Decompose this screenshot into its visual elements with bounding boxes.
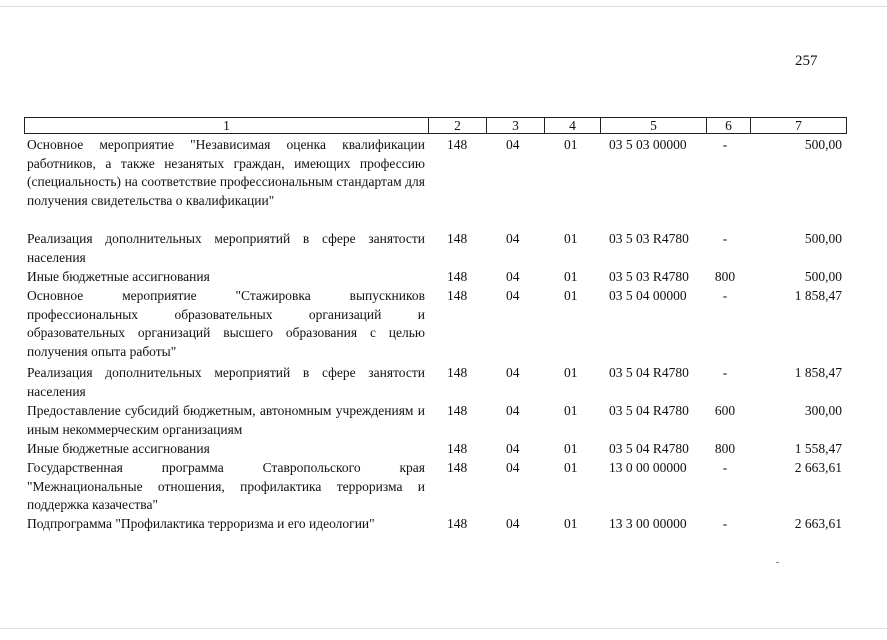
row-ministry-code: 148 xyxy=(447,403,468,418)
row-target-article: 03 5 03 00000 xyxy=(609,137,687,152)
row-target-article: 03 5 03 R4780 xyxy=(609,269,689,284)
row-target-article: 13 0 00 00000 xyxy=(609,460,687,475)
column-header-4: 4 xyxy=(545,118,601,134)
row-description: Иные бюджетные ассигнования xyxy=(27,269,210,284)
column-header-table xyxy=(24,117,847,134)
row-section-code: 04 xyxy=(506,231,520,246)
row-description: Основное мероприятие "Стажировка выпускников профессиональных образовательных организаций и образовательных организаций высшего образования с целью получения опыта работы" xyxy=(27,288,425,359)
row-expense-type: 800 xyxy=(714,441,736,456)
row-expense-type: - xyxy=(722,516,728,531)
row-section-code: 04 xyxy=(506,516,520,531)
row-description: Основное мероприятие "Независимая оценка квалификации работников, а также незанятых граждан, имеющих профессию (специальность) на соответствие профессиональным стандартам для получения свидетельства о квалификации" xyxy=(27,137,425,208)
row-description: Государственная программа Ставропольского края "Межнациональные отношения, профилактика терроризма и поддержка казачества" xyxy=(27,460,425,512)
column-header-2: 2 xyxy=(429,118,487,134)
row-amount: 500,00 xyxy=(804,269,842,284)
row-section-code: 04 xyxy=(506,460,520,475)
row-amount: 1 858,47 xyxy=(794,365,842,380)
row-target-article: 13 3 00 00000 xyxy=(609,516,687,531)
row-amount: 500,00 xyxy=(804,137,842,152)
row-expense-type: - xyxy=(722,137,728,152)
row-description: Реализация дополнительных мероприятий в сфере занятости населения xyxy=(27,231,425,265)
row-ministry-code: 148 xyxy=(447,516,468,531)
row-ministry-code: 148 xyxy=(447,441,468,456)
column-header-6: 6 xyxy=(707,118,751,134)
row-ministry-code: 148 xyxy=(447,269,468,284)
row-subsection-code: 01 xyxy=(564,137,578,152)
row-description: Подпрограмма "Профилактика терроризма и его идеологии" xyxy=(27,516,375,531)
row-amount: 2 663,61 xyxy=(794,516,842,531)
scan-top-edge xyxy=(0,6,887,7)
row-target-article: 03 5 04 R4780 xyxy=(609,365,689,380)
scan-speck xyxy=(776,562,779,563)
row-target-article: 03 5 04 R4780 xyxy=(609,441,689,456)
row-amount: 1 858,47 xyxy=(794,288,842,303)
row-ministry-code: 148 xyxy=(447,288,468,303)
row-section-code: 04 xyxy=(506,403,520,418)
row-subsection-code: 01 xyxy=(564,441,578,456)
row-target-article: 03 5 03 R4780 xyxy=(609,231,689,246)
row-expense-type: - xyxy=(722,460,728,475)
column-header-7: 7 xyxy=(751,118,847,134)
column-header-3: 3 xyxy=(487,118,545,134)
row-ministry-code: 148 xyxy=(447,365,468,380)
row-ministry-code: 148 xyxy=(447,460,468,475)
row-description: Предоставление субсидий бюджетным, автономным учреждениям и иным некоммерческим организациям xyxy=(27,403,425,437)
row-expense-type: - xyxy=(722,365,728,380)
row-section-code: 04 xyxy=(506,137,520,152)
scan-bottom-edge xyxy=(0,628,887,629)
row-ministry-code: 148 xyxy=(447,137,468,152)
row-amount: 300,00 xyxy=(804,403,842,418)
row-expense-type: 800 xyxy=(714,269,736,284)
row-expense-type: 600 xyxy=(714,403,736,418)
row-section-code: 04 xyxy=(506,269,520,284)
column-header-1: 1 xyxy=(25,118,429,134)
row-ministry-code: 148 xyxy=(447,231,468,246)
row-amount: 500,00 xyxy=(804,231,842,246)
row-amount: 1 558,47 xyxy=(794,441,842,456)
row-description: Иные бюджетные ассигнования xyxy=(27,441,210,456)
row-expense-type: - xyxy=(722,288,728,303)
column-header-5: 5 xyxy=(601,118,707,134)
row-subsection-code: 01 xyxy=(564,231,578,246)
row-target-article: 03 5 04 R4780 xyxy=(609,403,689,418)
row-target-article: 03 5 04 00000 xyxy=(609,288,687,303)
row-subsection-code: 01 xyxy=(564,365,578,380)
column-header-row xyxy=(25,118,847,134)
row-subsection-code: 01 xyxy=(564,269,578,284)
row-expense-type: - xyxy=(722,231,728,246)
row-section-code: 04 xyxy=(506,288,520,303)
row-description: Реализация дополнительных мероприятий в сфере занятости населения xyxy=(27,365,425,399)
row-section-code: 04 xyxy=(506,441,520,456)
row-subsection-code: 01 xyxy=(564,460,578,475)
row-section-code: 04 xyxy=(506,365,520,380)
page-number: 257 xyxy=(795,53,818,69)
row-subsection-code: 01 xyxy=(564,516,578,531)
row-subsection-code: 01 xyxy=(564,403,578,418)
row-amount: 2 663,61 xyxy=(794,460,842,475)
row-subsection-code: 01 xyxy=(564,288,578,303)
